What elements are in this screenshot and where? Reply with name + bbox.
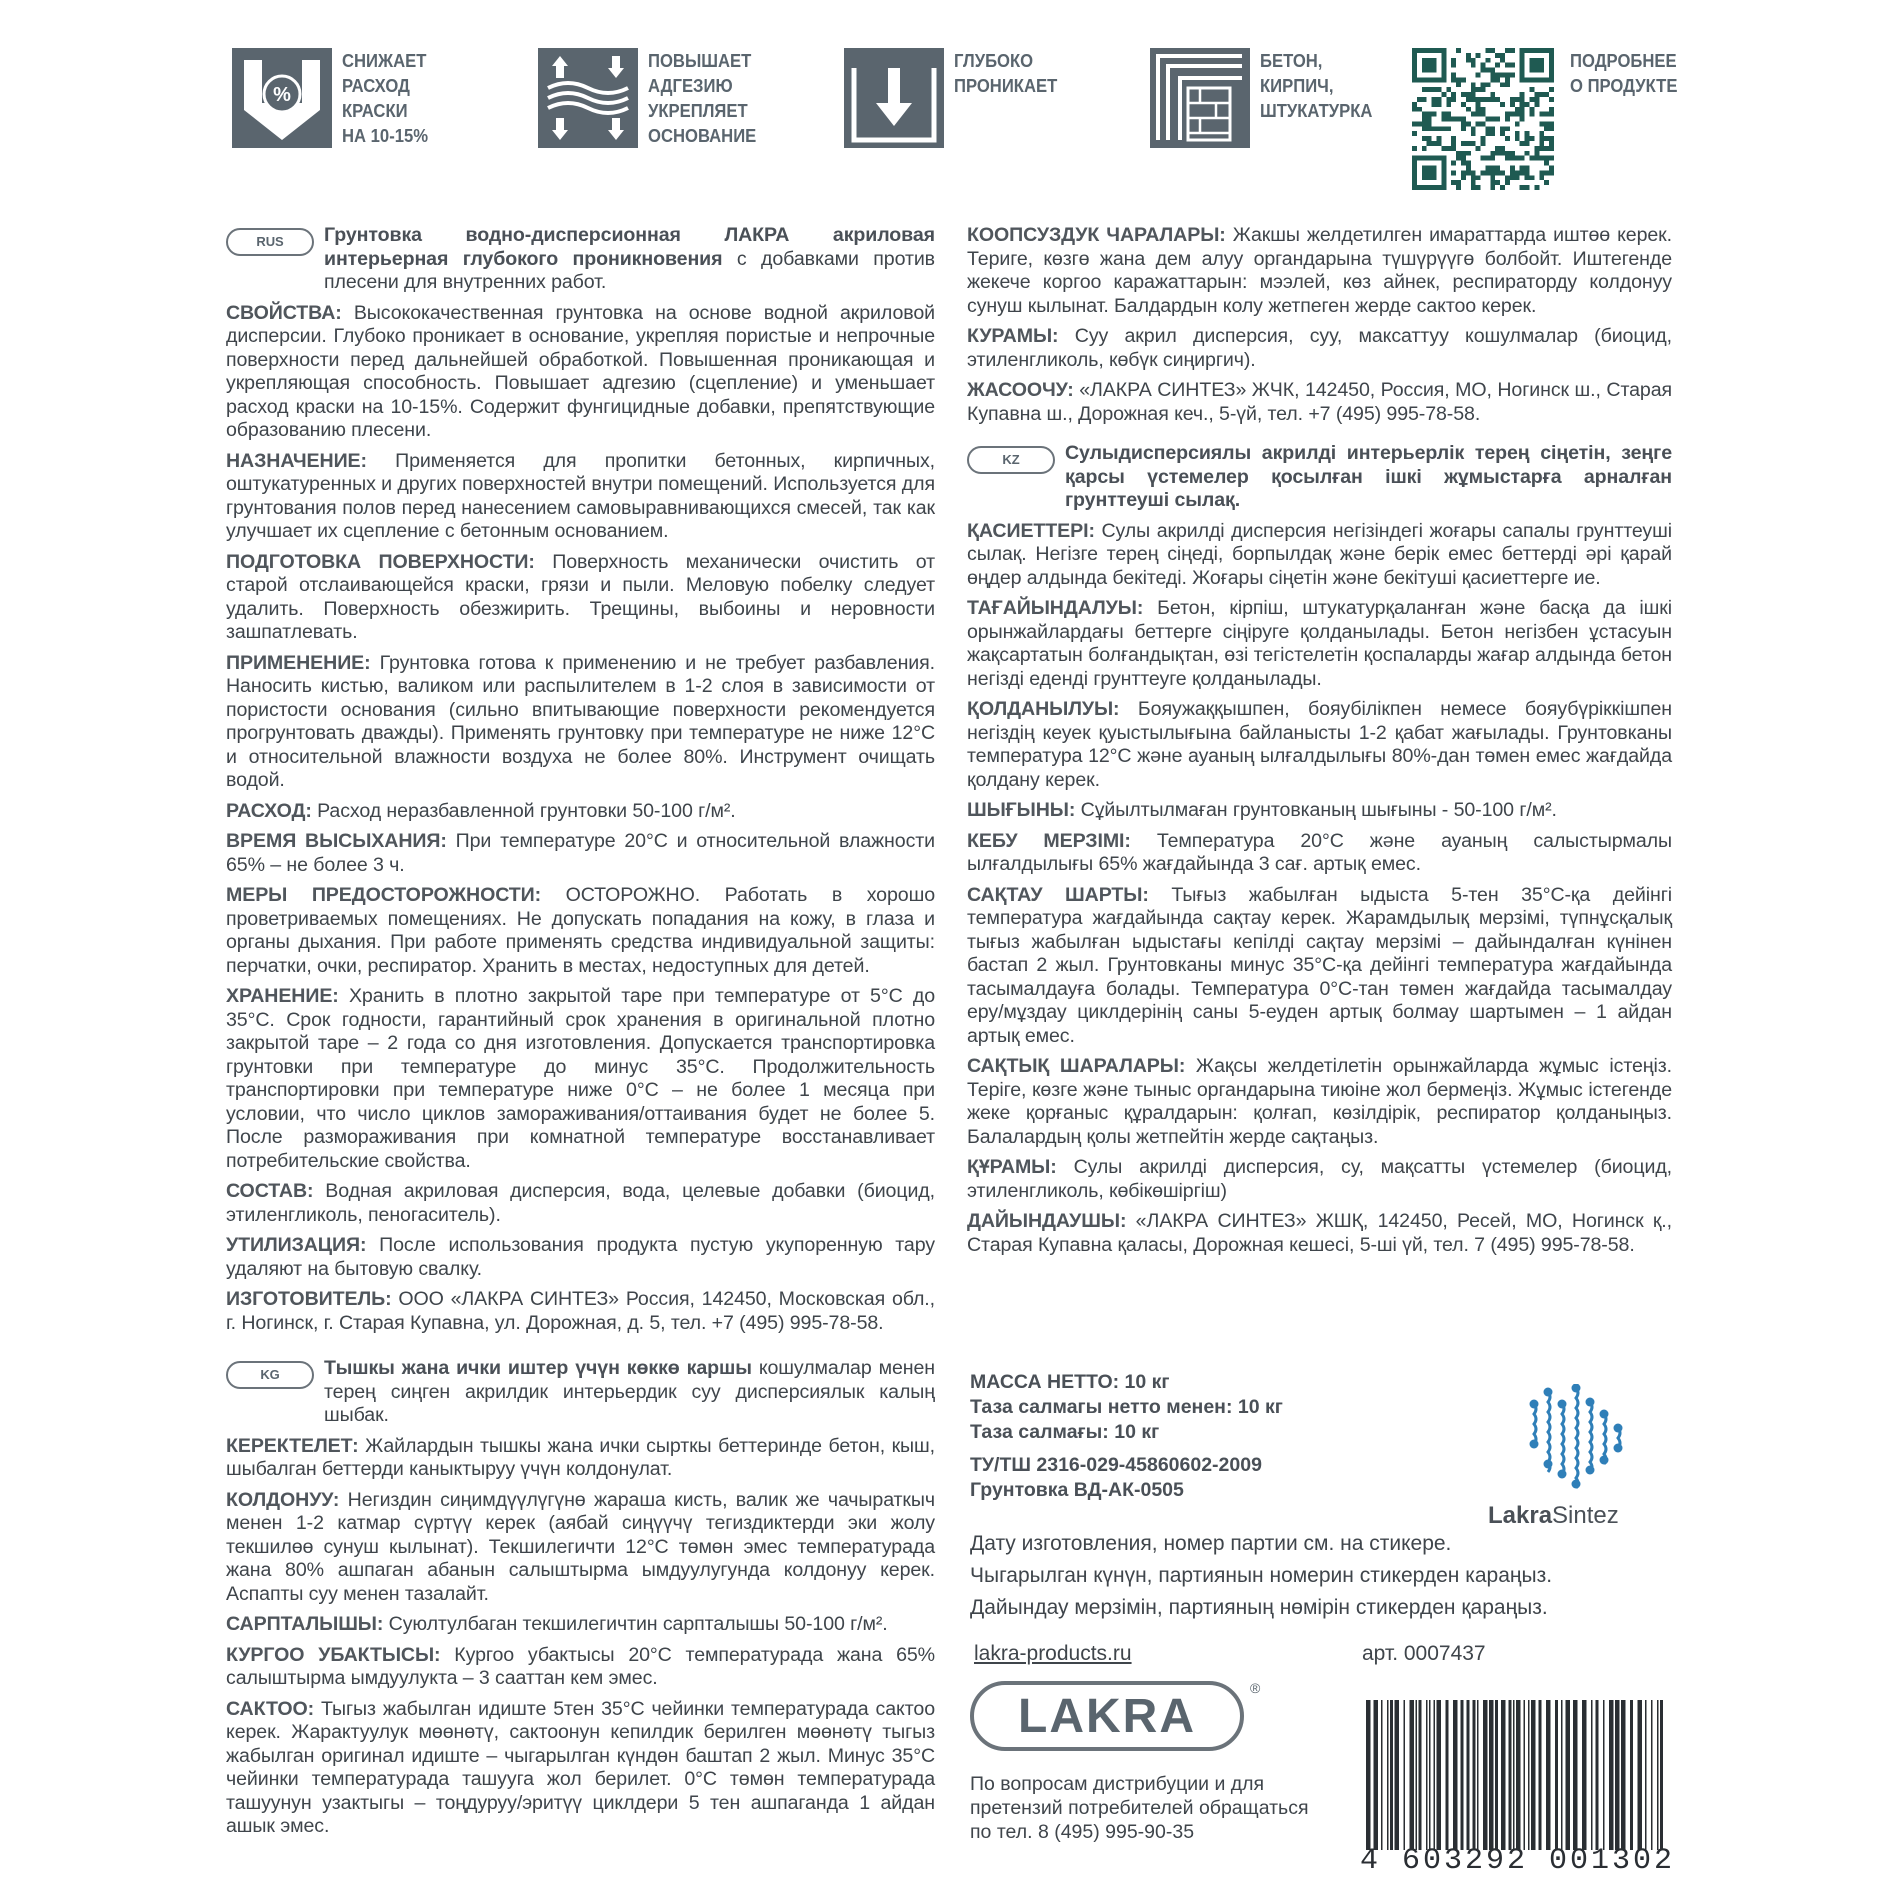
feature-text: БЕТОН, КИРПИЧ, ШТУКАТУРКА [1260, 50, 1373, 121]
feature-text: СНИЖАЕТ РАСХОД КРАСКИ НА 10-15% [342, 50, 429, 146]
section-text: Сулы акрилді дисперсия, су, мақсатты үстемелер (биоцид, этиленгликоль, көбікөшіргіш) [967, 1156, 1672, 1202]
section-text: Жақсы желдетілетін орынжайларда жұмыс істеңіз. Теріге, көзге және тыныс органдарына тиюіне жол бермеңіз. Жұмыс істегенде жеке қорғаныс құралдарын: қолғап, көзілдірік, респиратор қолданыңыз. Балалардың қолы жетпейтін жерде сақтаңыз. [967, 1055, 1672, 1148]
section-label: КЕРЕКТЕЛЕТ: [226, 1434, 359, 1457]
net-weight-block [970, 1370, 1283, 1503]
section-rus-10 [226, 1288, 935, 1335]
section-label: СОСТАВ: [226, 1180, 314, 1202]
kz-sections [967, 520, 1672, 1258]
kz-title: KZ Сулыдисперсиялы акрилді интерьерлік терең сіңетін, зеңге қарсы үстемелер қосылған ішкі жұмыстарға арналған грунттеуші сылақ. [967, 442, 1672, 513]
deep-penetration-icon [844, 48, 944, 148]
section-text: Применяется для пропитки бетонных, кирпичных, оштукатуренных и других поверхностей внутри помещений. Используется для грунтования полов перед нанесением самовыравнивающихся смесей, так как улучшает их сцепление с бетонным основанием. [226, 449, 935, 542]
sticker-note [970, 1528, 1552, 1624]
section-kg-right-0 [967, 224, 1672, 318]
section-label: КОЛДОНУУ: [226, 1488, 340, 1511]
section-rus-2 [226, 551, 935, 645]
section-text: Негиздин сиңимдүүлүгүнө жараша кисть, валик же чачыраткыч менен 1-2 катмар сүртүү керек (аябай сиңүүчү тегиздиктерди эки жолу текшилөө сунуш кылынат). Текшилегичти 12°С төмөн эмес температурада жана 80% ашпаган абанын салыштырма ымдуулугунда колдонуу керек. Аспапты суу менен тазалайт. [226, 1488, 935, 1605]
kg-sections [226, 1435, 935, 1839]
section-label: ЖАСООЧУ: [967, 379, 1074, 401]
section-text: Водная акриловая дисперсия, вода, целевые добавки (биоцид, этиленгликоль, пеногаситель). [226, 1180, 935, 1226]
section-text: Поверхность механически очистить от старой отслаивающейся краски, грязи и пыли. Меловую побелку следует удалить. Поверхность обезжирить. Трещины, выбоины и неровности зашпатлевать. [226, 550, 936, 643]
net-weight-kz: Таза салмағы: 10 кг [970, 1421, 1160, 1443]
section-kg-2 [226, 1613, 935, 1637]
barcode-number: 4 603292 001302 [1360, 1844, 1676, 1878]
svg-text:®: ® [1250, 1680, 1261, 1696]
section-rus-7 [226, 985, 935, 1173]
section-rus-9 [226, 1234, 935, 1281]
percent-arrow-down-icon [232, 48, 332, 148]
section-text: «ЛАКРА СИНТЕЗ» ЖЧК, 142450, Россия, МО, Ногинск ш., Старая Купавна ш., Дорожная кеч., 5-үй, тел. +7 (495) 995-78-58. [967, 379, 1672, 425]
section-label: КЕБУ МЕРЗІМІ: [967, 829, 1131, 852]
lang-tag-rus: RUS [226, 228, 314, 256]
section-text: Суу акрил дисперсия, суу, максаттуу кошулмалар (биоцид, этиленгликоль, көбүк сиңиргич). [967, 325, 1672, 371]
tu-spec: ТУ/ТШ 2316-029-45860602-2009 [970, 1454, 1262, 1476]
feature-text: ГЛУБОКО ПРОНИКАЕТ [954, 50, 1058, 96]
section-kz-2 [967, 698, 1672, 792]
section-label: САКТОО: [226, 1697, 315, 1720]
kg-right-sections [967, 224, 1672, 426]
section-text: После использования продукта пустую укупоренную тару удаляют на бытовую свалку. [226, 1234, 935, 1280]
section-label: ҚОЛДАНЫЛУЫ: [967, 698, 1120, 720]
adhesion-waves-icon [538, 48, 638, 148]
section-text: Температура 20°С және ауаның салыстырмалы ылғалдылығы 65% жағдайында 3 сағ. артық емес. [967, 829, 1672, 875]
section-label: СВОЙСТВА: [226, 301, 342, 324]
rus-title: RUS Грунтовка водно-дисперсионная ЛАКРА акриловая интерьерная глубокого проникновения с добавками против плесени для внутренних работ. [226, 224, 935, 295]
lakra-sintez-logo [1488, 1384, 1678, 1534]
section-rus-8 [226, 1180, 935, 1227]
section-label: ПРИМЕНЕНИЕ: [226, 651, 371, 674]
section-text: «ЛАКРА СИНТЕЗ» ЖШҚ, 142450, Ресей, МО, Ногинск қ., Старая Купавна қаласы, Дорожная кешесі, 5-ші үй, тел. 7 (495) 995-78-58. [967, 1210, 1672, 1256]
section-label: САҚТАУ ШАРТЫ: [967, 883, 1149, 906]
net-weight-kg: Таза салмагы нетто менен: 10 кг [970, 1396, 1283, 1418]
section-text: Жайлардын тышкы жана ички сырткы беттеринде бетон, кыш, шыбалган беттерди каныктыруу үчүн колдонулат. [226, 1434, 935, 1480]
net-weight-ru: МАССА НЕТТО: 10 кг [970, 1371, 1170, 1393]
right-column [967, 224, 1672, 1264]
section-label: ҚАСИЕТТЕРІ: [967, 519, 1095, 542]
sticker-note-kz: Дайындау мерзімін, партияның нөмірін стикерден қараңыз. [970, 1596, 1548, 1619]
left-column [226, 224, 935, 1846]
section-label: КООПСУЗДУК ЧАРАЛАРЫ: [967, 224, 1226, 246]
section-kz-7 [967, 1156, 1672, 1203]
sintez-molecule-icon [1526, 1384, 1636, 1494]
section-label: КУРГОО УБАКТЫСЫ: [226, 1643, 441, 1666]
section-kz-5 [967, 884, 1672, 1049]
section-text: Тығыз жабылған ыдыста 5-тен 35°С-қа дейінгі температура жағдайында сақтау керек. Жарамдылық мерзімі, түпнұсқалық тығыз жабылған ыдыстағы кепілді сақтау мерзімі – дайындалған күнінен бастап 2 жыл. Грунтовканы минус 35°С-қа дейінгі температура жағдайында тасымалдауға болады. Температура 0°С-тан төмен жағдайда тасымалдау еру/мұздау циклдерінің саны 5-еуден артық болмау шартымен – 1 айдан артық емес. [967, 883, 1672, 1047]
brick-wall-icon [1150, 48, 1250, 148]
distribution-contacts [970, 1772, 1309, 1844]
section-kg-3 [226, 1644, 935, 1691]
section-text: ООО «ЛАКРА СИНТЕЗ» Россия, 142450, Московская обл., г. Ногинск, г. Старая Купавна, ул. Дорожная, д. 5, тел. +7 (495) 995-78-58. [226, 1288, 935, 1334]
section-rus-3 [226, 652, 935, 793]
section-label: САРПТАЛЫШЫ: [226, 1613, 384, 1635]
section-label: МЕРЫ ПРЕДОСТОРОЖНОСТИ: [226, 884, 542, 906]
section-kg-right-1 [967, 325, 1672, 372]
product-code: Грунтовка ВД-АК-0505 [970, 1479, 1184, 1501]
section-kz-8 [967, 1210, 1672, 1257]
barcode-bars [1360, 1700, 1670, 1850]
section-text: При температуре 20°С и относительной влажности 65% – не более 3 ч. [226, 830, 935, 876]
section-rus-0 [226, 302, 935, 443]
section-text: Высококачественная грунтовка на основе водной акриловой дисперсии. Глубоко проникает в основание, укрепляя пористые и непрочные поверхности перед дальнейшей обработкой. Повышенная проникающая и укрепляющая способность. Повышает адгезию (сцепление) и уменьшает расход краски на 10-15%. Содержит фунгицидные добавки, препятствующие образованию плесени. [226, 301, 935, 441]
website-link[interactable]: lakra-products.ru [974, 1642, 1132, 1665]
section-text: Бетон, кірпіш, штукатурқаланған және басқа да ішкі орынжайлардағы беттерге сіңіруге қолданылады. Бетон негізбен ұстасуын жақсартатын болғандықтан, өзі тегістелетін қоспаларды жағар алдында бетон негізді еденді грунттеуге қолданылады. [967, 597, 1672, 690]
article-number: арт. 0007437 [1362, 1642, 1486, 1665]
lang-tag-kz: KZ [967, 446, 1055, 474]
section-label: ВРЕМЯ ВЫСЫХАНИЯ: [226, 830, 447, 852]
section-text: Расход неразбавленной грунтовки 50-100 г/м². [311, 799, 736, 822]
section-text: Суюлтулбаган текшилегичтин сарпталышы 50-100 г/м². [383, 1613, 888, 1635]
feature-text: ПОВЫШАЕТ АДГЕЗИЮ УКРЕПЛЯЕТ ОСНОВАНИЕ [648, 50, 757, 146]
section-label: САҚТЫҚ ШАРАЛАРЫ: [967, 1055, 1186, 1077]
svg-text:LAKRA: LAKRA [1018, 1690, 1196, 1743]
section-text: Хранить в плотно закрытой таре при температуре от 5°С до 35°С. Срок годности, гарантийный срок хранения в оригинальной плотно закрытой таре – 2 года со дня изготовления. Допускается транспортировка грунтовки при температуре до минус 35°С. Продолжительность транспортировки при температуре ниже 0°С – не более 1 месяца при условии, что число циклов замораживания/оттаивания будет не более 5. После размораживания при комнатной температуре восстанавливает потребительские свойства. [226, 985, 935, 1172]
section-text: ОСТОРОЖНО. Работать в хорошо проветриваемых помещениях. Не допускать попадания на кожу, в глаза и органы дыхания. При работе применять средства индивидуальной защиты: перчатки, очки, респиратор. Хранить в местах, недоступных для детей. [226, 884, 935, 977]
section-kg-1 [226, 1489, 935, 1607]
section-kz-4 [967, 830, 1672, 877]
section-rus-1 [226, 450, 935, 544]
section-rus-5 [226, 830, 935, 877]
kg-title: KG Тышкы жана ички иштер үчүн көккө каршы кошулмалар менен терең сиңген акрилдик интерьердик суу дисперсиялык калың шыбак. [226, 1357, 935, 1428]
section-kz-1 [967, 597, 1672, 691]
sintez-brand-text: LakraSintez [1488, 1502, 1619, 1529]
section-kg-right-2 [967, 379, 1672, 426]
section-rus-4 [226, 800, 935, 824]
section-label: РАСХОД: [226, 799, 312, 822]
feature-text: ПОДРОБНЕЕ О ПРОДУКТЕ [1570, 50, 1678, 96]
svg-text:%: % [273, 84, 291, 106]
section-label: ҚҰРАМЫ: [967, 1156, 1057, 1178]
distrib-line: По вопросам дистрибуции и для [970, 1773, 1265, 1795]
section-rus-6 [226, 884, 935, 978]
section-kg-4 [226, 1698, 935, 1839]
section-text: Жакшы желдетилген имараттарда иштөө керек. Териге, көзгө жана дем алуу органдарына түшүрүүгө болбойт. Иштегенде жекече коргоо каражаттарын: мээлей, көз айнек, респираторду колдонуу сунуш кылынат. Балдардын колу жетпеген жерде сактоо керек. [967, 224, 1672, 317]
sticker-note-kg: Чыгарылган күнүн, партиянын номерин стикерден караңыз. [970, 1564, 1553, 1587]
distrib-line: по тел. 8 (495) 995-90-35 [970, 1821, 1195, 1843]
sticker-note-ru: Дату изготовления, номер партии см. на стикере. [970, 1532, 1452, 1555]
section-label: НАЗНАЧЕНИЕ: [226, 449, 367, 472]
section-text: Бояужаққышпен, бояубілікпен немесе бояубүріккішпен негіздің кеуек қуыстылығына байланысты 1-2 қабат жағылады. Грунтовканы температура 12°С және ауаның ылғалдылығы 80%-дан төмен емес жағдайда қолдану керек. [967, 698, 1672, 791]
section-text: Кургоо убактысы 20°С температурада жана 65% салыштырма ымдуулукта – 3 сааттан кем эмес. [226, 1643, 935, 1689]
section-label: КУРАМЫ: [967, 325, 1059, 347]
lang-tag-kg: KG [226, 1361, 314, 1389]
section-kz-3 [967, 799, 1672, 823]
section-kg-0 [226, 1435, 935, 1482]
lakra-logo [968, 1677, 1268, 1755]
feature-more-info [1462, 48, 1678, 148]
section-kz-6 [967, 1055, 1672, 1149]
section-label: ИЗГОТОВИТЕЛЬ: [226, 1288, 392, 1310]
section-label: УТИЛИЗАЦИЯ: [226, 1234, 367, 1256]
section-label: ДАЙЫНДАУШЫ: [967, 1210, 1127, 1232]
section-label: ХРАНЕНИЕ: [226, 985, 339, 1007]
section-label: ТАҒАЙЫНДАЛУЫ: [967, 597, 1144, 619]
section-text: Грунтовка готова к применению и не требует разбавления. Наносить кистью, валиком или распылителем в 1-2 слоя в зависимости от пористости основания (сильно впитывающие поверхности рекомендуется прогрунтовать дважды). Применять грунтовку при температуре не ниже 12°С и относительной влажности воздуха не более 80%. Инструмент очищать водой. [226, 651, 935, 791]
section-text: Сұйылтылмаған грунтовканың шығыны - 50-100 г/м². [1075, 799, 1557, 821]
section-text: Тыгыз жабылган идиште 5тен 35°С чейинки температурада сактоо керек. Жарактуулук мөөнөтү, сактоонун кепилдик берилген мөөнөтү тыгыз жабылган оригинал идиште – чыгарылган күндөн баштап 2 жыл. Минус 35°С чейинки температурада ташууга жол берилет. 0°С төмөн температурада ташуунун узактыгы – тоңдуруу/эритүү циклдери 5 тен ашпаганда 1 айдан ашык эмес. [226, 1697, 935, 1837]
barcode [1360, 1700, 1676, 1890]
section-label: ШЫҒЫНЫ: [967, 799, 1076, 821]
distrib-line: претензий потребителей обращаться [970, 1797, 1309, 1819]
section-text: Сулы акрилді дисперсия негізіндегі жоғары сапалы грунттеуші сылақ. Негізге терең сіңеді, борпылдақ және берік емес беттерді әрі қарай өңдер алдында бекітеді. Жоғары сіңетін және бекітуші қасиеттерге ие. [967, 519, 1672, 589]
section-label: ПОДГОТОВКА ПОВЕРХНОСТИ: [226, 550, 535, 573]
rus-sections [226, 302, 935, 1336]
section-kz-0 [967, 520, 1672, 591]
